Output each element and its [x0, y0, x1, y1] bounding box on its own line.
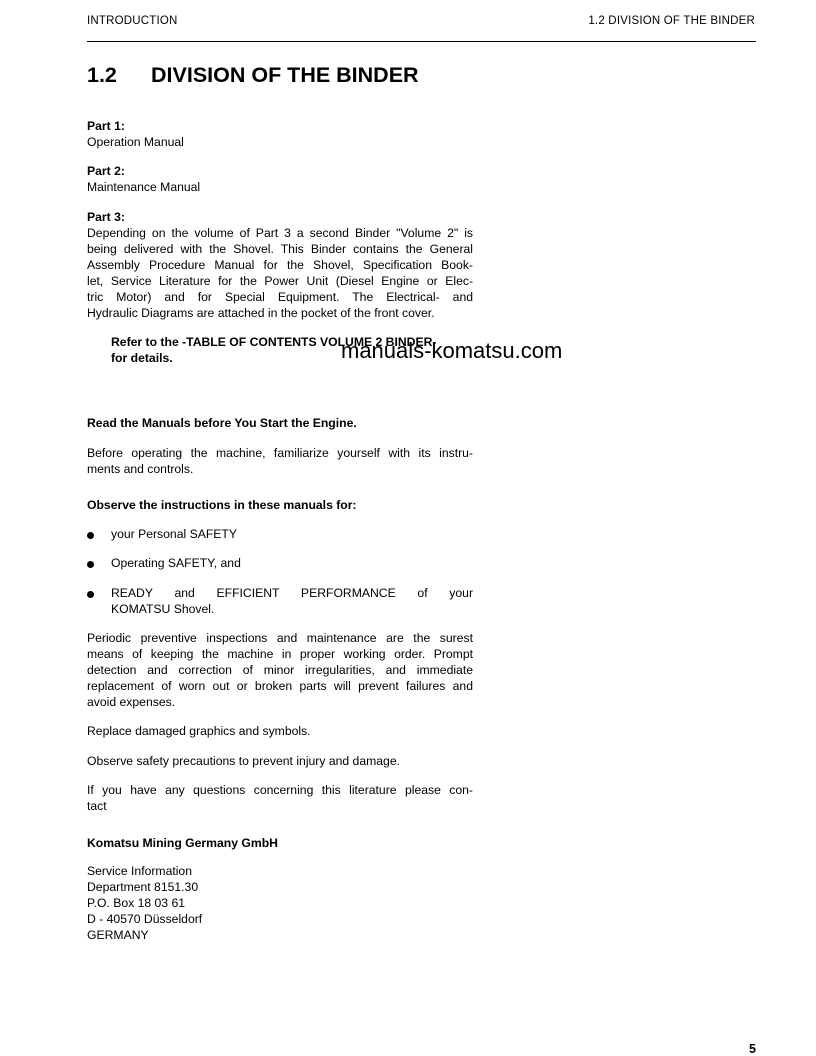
- paragraph-line: detection and correction of minor irregularities, and immediate: [87, 663, 473, 677]
- paragraph-line: means of keeping the machine in proper working order. Prompt: [87, 647, 473, 661]
- part-2: [87, 163, 473, 195]
- watermark: manuals-komatsu.com: [341, 338, 563, 363]
- paragraph-line: tact: [87, 799, 107, 813]
- address-line: P.O. Box 18 03 61: [87, 896, 186, 910]
- bullet-dot: [87, 532, 94, 539]
- part-3: [87, 209, 473, 321]
- header-rule: [87, 41, 756, 42]
- bullet-item: [111, 555, 473, 571]
- bullet-dot: [87, 591, 94, 598]
- running-header-right: 1.2 DIVISION OF THE BINDER: [588, 15, 755, 27]
- part-text-line: let, Service Literature for the Power Unit (Diesel Engine or Elec-: [87, 274, 473, 288]
- part-text: Maintenance Manual: [87, 180, 201, 194]
- part-text: Operation Manual: [87, 135, 184, 149]
- periodic-paragraph: [87, 630, 473, 710]
- address-line: Department 8151.30: [87, 880, 199, 894]
- paragraph-line: ments and controls.: [87, 462, 194, 476]
- bullet-line: Operating SAFETY, and: [111, 556, 241, 570]
- read-heading: Read the Manuals before You Start the Engine.: [87, 416, 357, 430]
- bullet-line: READY and EFFICIENT PERFORMANCE of your: [111, 586, 473, 600]
- paragraph-line: avoid expenses.: [87, 695, 176, 709]
- running-header-left: INTRODUCTION: [87, 15, 178, 27]
- questions-paragraph: [87, 782, 473, 814]
- address-line: D - 40570 Düsseldorf: [87, 912, 203, 926]
- company-name: Komatsu Mining Germany GmbH: [87, 836, 278, 850]
- part-text-line: Depending on the volume of Part 3 a second Binder "Volume 2" is: [87, 226, 473, 240]
- part-1: [87, 118, 473, 150]
- bullet-line: your Personal SAFETY: [111, 527, 237, 541]
- paragraph-line: Before operating the machine, familiarize yourself with its instru-: [87, 446, 473, 460]
- observe-heading: Observe the instructions in these manuals for:: [87, 498, 357, 512]
- part-label: Part 1:: [87, 119, 125, 133]
- bullet-line: KOMATSU Shovel.: [111, 602, 215, 616]
- observe-safety-paragraph: Observe safety precautions to prevent injury and damage.: [87, 754, 400, 768]
- part-text-line: tric Motor) and for Special Equipment. The Electrical- and: [87, 290, 473, 304]
- refer-note-line: Refer to the -TABLE OF CONTENTS VOLUME 2 BINDER-: [111, 335, 437, 349]
- address-block: [87, 863, 473, 943]
- page-number: 5: [749, 1042, 756, 1056]
- paragraph-line: replacement of worn out or broken parts will prevent failures and: [87, 679, 473, 693]
- section-title-text: DIVISION OF THE BINDER: [151, 63, 419, 87]
- part-text-line: Hydraulic Diagrams are attached in the pocket of the front cover.: [87, 306, 435, 320]
- bullet-item: [111, 526, 473, 542]
- paragraph-line: If you have any questions concerning this literature please con-: [87, 783, 473, 797]
- part-label: Part 2:: [87, 164, 125, 178]
- address-line: GERMANY: [87, 928, 149, 942]
- refer-note-line: for details.: [111, 351, 173, 365]
- part-text-line: Assembly Procedure Manual for the Shovel, Specification Book-: [87, 258, 473, 272]
- replace-paragraph: Replace damaged graphics and symbols.: [87, 724, 311, 738]
- section-number: 1.2: [87, 63, 117, 87]
- part-text-line: being delivered with the Shovel. This Binder contains the General: [87, 242, 473, 256]
- bullet-item: [111, 585, 473, 617]
- part-label: Part 3:: [87, 210, 125, 224]
- before-paragraph: [87, 445, 473, 477]
- paragraph-line: Periodic preventive inspections and maintenance are the surest: [87, 631, 473, 645]
- section-title: [87, 63, 419, 88]
- address-line: Service Information: [87, 864, 192, 878]
- bullet-dot: [87, 561, 94, 568]
